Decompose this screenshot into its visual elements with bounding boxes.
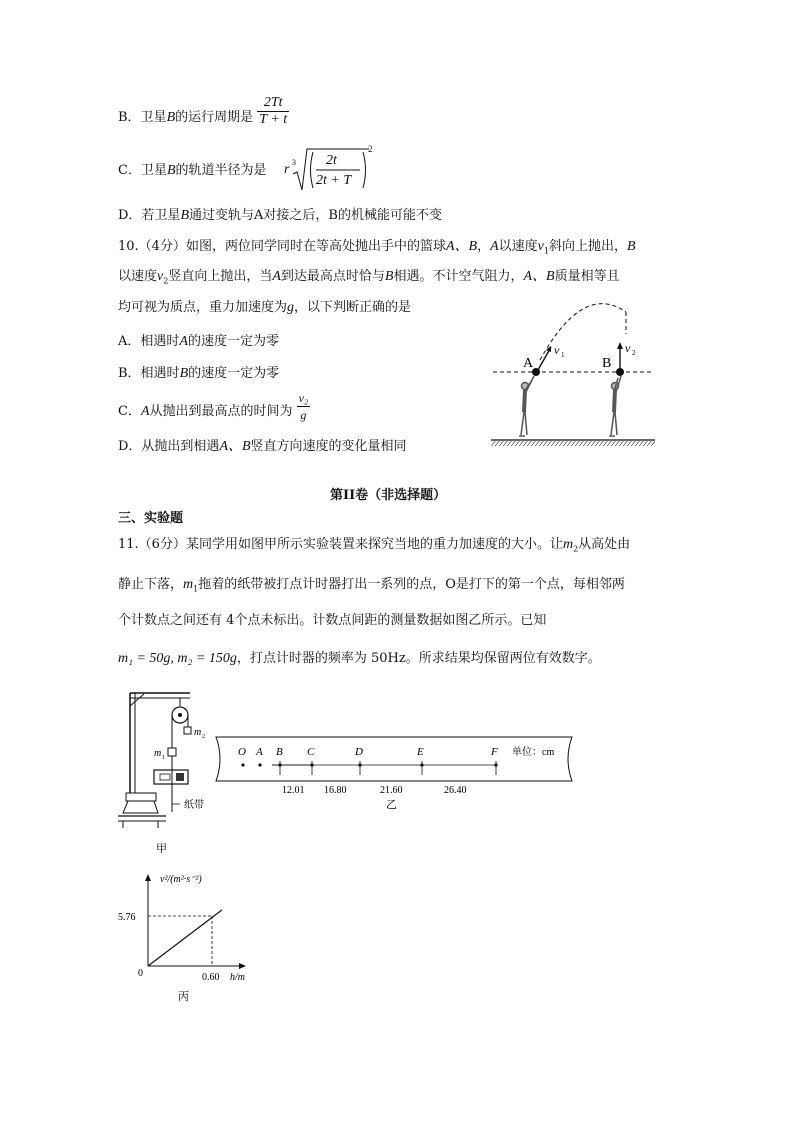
root-index: 3	[292, 158, 296, 167]
q10-sub: 2	[163, 276, 169, 286]
label-v2: v	[625, 341, 631, 355]
fraction-numerator: 2t	[326, 153, 337, 168]
fraction-denominator: T + t	[259, 112, 288, 127]
q10-var: v	[537, 239, 544, 254]
tape-figure	[212, 735, 574, 815]
q11-var: m	[183, 577, 194, 592]
option-b-prefix: B．卫星	[118, 110, 167, 125]
option-c-prefix: C．	[118, 404, 141, 419]
option-c-var: B	[166, 163, 176, 178]
fraction-numerator: 2Tt	[257, 95, 289, 112]
option-b-fraction	[257, 95, 289, 128]
option-c-prefix: C．卫星	[118, 163, 167, 178]
q11-text: 拖着的纸带被打点计时器打出一系列的点，O是打下的第一个点，每相邻两	[198, 577, 625, 592]
q10-line-1	[118, 238, 636, 261]
q10-line-3	[118, 299, 411, 317]
basketball-figure	[488, 300, 658, 450]
q11-sub: 1	[193, 584, 199, 594]
point-d: D	[355, 746, 363, 758]
q11-text: 静止下落，	[118, 577, 184, 592]
v2-arrowhead	[617, 342, 623, 349]
v2-h-chart	[112, 870, 262, 1005]
y-tick-label: 5.76	[118, 912, 136, 923]
q11-text: 11.（6分）某同学用如图甲所示实验装置来探究当地的重力加速度的大小。让	[118, 537, 563, 552]
q10-text: 以速度	[498, 239, 538, 254]
option-a-text: 的速度一定为零	[187, 334, 279, 349]
fraction-denominator: g	[300, 408, 307, 422]
option-d-prefix: D．从抛出到相遇	[118, 439, 220, 454]
fraction-denominator: 2t + T	[316, 173, 352, 188]
label-m2-sub: 2	[202, 734, 205, 740]
q9-option-c	[118, 162, 267, 180]
section-title: 第II卷（非选择题）	[330, 488, 447, 503]
point-b: B	[276, 746, 283, 758]
label-v1-sub: 1	[561, 351, 565, 359]
fraction-numerator: v₂	[298, 391, 309, 405]
q10-var: A、B	[445, 239, 478, 254]
q10-text: 均可视为质点，重力加速度为	[118, 300, 288, 315]
q10-var: A、B	[523, 269, 555, 284]
option-d-var: A、B	[219, 439, 251, 454]
y-axis-arrow	[145, 874, 151, 881]
x-axis-arrow	[239, 963, 246, 969]
distance-bc: 12.01	[282, 785, 305, 796]
q11-var: m	[562, 537, 574, 552]
option-c-text: 的轨道半径为是	[175, 163, 267, 178]
q10-text: 斜向上抛出，	[548, 239, 627, 254]
label-b: B	[602, 356, 612, 371]
q10-var: B	[384, 269, 394, 284]
distance-ef: 26.40	[444, 785, 467, 796]
q10-text: 质量相等且	[554, 269, 620, 284]
option-b-text: 的运行周期是	[175, 110, 254, 125]
x-axis-label: h/m	[230, 972, 245, 983]
q10-text: 竖直向上抛出，当	[168, 269, 273, 284]
part-title: 三、实验题	[118, 511, 184, 526]
option-c-text: 从抛出到最高点的时间为	[149, 404, 293, 419]
q11-line-1	[118, 536, 630, 559]
q10-text: 以速度	[118, 269, 158, 284]
option-b-text: 的速度一定为零	[188, 366, 280, 381]
q9-option-d	[118, 207, 442, 225]
formula-r: r	[284, 162, 290, 177]
ball-a	[532, 368, 540, 376]
q10-var: v	[157, 269, 164, 284]
q10-text: 到达最高点时恰与	[280, 269, 385, 284]
person-a-icon	[519, 376, 534, 436]
distance-de: 21.60	[380, 785, 403, 796]
q10-var: B	[626, 239, 636, 254]
q10-option-b	[118, 365, 279, 383]
label-a: A	[523, 356, 534, 371]
option-c-formula	[284, 146, 374, 192]
label-m2: m	[194, 727, 202, 738]
apparatus-figure	[118, 688, 213, 858]
q10-sub: 1	[543, 246, 549, 256]
option-c-var: A	[140, 404, 150, 419]
option-a-prefix: A．相遇时	[118, 334, 180, 349]
mass-m1	[168, 748, 176, 756]
q10-option-c	[118, 391, 310, 423]
caption-yi: 乙	[386, 799, 397, 811]
q10-text: ，	[477, 239, 491, 254]
option-b-prefix: B．相遇时	[118, 366, 180, 381]
x-tick-label: 0.60	[202, 972, 220, 983]
q11-text: ，打点计时器的频率为 50Hz。所求结果均保留两位有效数字。	[236, 651, 601, 666]
dimension-ticks	[280, 761, 496, 775]
q10-var: A	[272, 269, 281, 284]
q11-text: 从高处由	[578, 537, 631, 552]
distance-cd: 16.80	[324, 785, 347, 796]
caption-jia: 甲	[156, 843, 167, 855]
option-d-var: B	[180, 208, 189, 223]
q10-text: ，以下判断正确的是	[294, 300, 412, 315]
q10-option-a	[118, 333, 279, 351]
caption-bing: 丙	[178, 991, 189, 1003]
point-f: F	[491, 746, 498, 758]
ground-hatch	[491, 441, 655, 446]
q9-option-b	[118, 95, 289, 128]
person-b-icon	[609, 376, 621, 436]
label-m1-sub: 1	[162, 755, 165, 761]
tape-outline	[216, 737, 572, 781]
mass-m2	[184, 727, 191, 734]
point-a: A	[256, 746, 263, 758]
label-v2-sub: 2	[632, 349, 636, 357]
option-d-text: 通过变轨与A对接之后，B的机械能可能不变	[189, 208, 442, 223]
point-c: C	[307, 746, 315, 758]
q10-text: 10.（4分）如图，两位同学同时在等高处抛出手中的篮球	[118, 239, 446, 254]
option-b-var: B	[179, 366, 189, 381]
q10-text: 相遇。不计空气阻力，	[393, 269, 524, 284]
q11-line-3	[118, 612, 546, 630]
q11-text: 个计数点之间还有 4个点未标出。计数点间距的测量数据如图乙所示。已知	[118, 613, 547, 628]
y-axis-label: v²/(m²·s⁻²)	[160, 874, 202, 885]
label-m1: m	[154, 748, 162, 759]
exponent: 2	[368, 144, 373, 154]
point-o: O	[238, 746, 246, 758]
q10-line-2	[118, 268, 620, 291]
series-line	[148, 910, 222, 966]
trajectory-curve	[540, 304, 626, 360]
origin-label: 0	[138, 968, 143, 979]
point-e: E	[417, 746, 424, 758]
option-a-var: A	[179, 334, 188, 349]
ball-b	[616, 368, 624, 376]
q10-option-d	[118, 438, 407, 456]
unit-label: 单位：cm	[512, 747, 555, 758]
q10-var: A	[490, 239, 499, 254]
q11-equation: m₁ = 50g, m₂ = 150g	[118, 651, 237, 666]
q10-var: g	[287, 300, 295, 315]
option-c-fraction	[297, 390, 311, 423]
label-v1: v	[554, 343, 560, 357]
q11-line-2	[118, 576, 625, 599]
q11-line-4	[118, 650, 601, 668]
label-tape: 纸带	[184, 800, 204, 811]
option-d-prefix: D．若卫星	[118, 208, 181, 223]
q11-sub: 2	[573, 544, 579, 554]
option-b-var: B	[166, 110, 176, 125]
option-d-text: 竖直方向速度的变化量相同	[250, 439, 407, 454]
